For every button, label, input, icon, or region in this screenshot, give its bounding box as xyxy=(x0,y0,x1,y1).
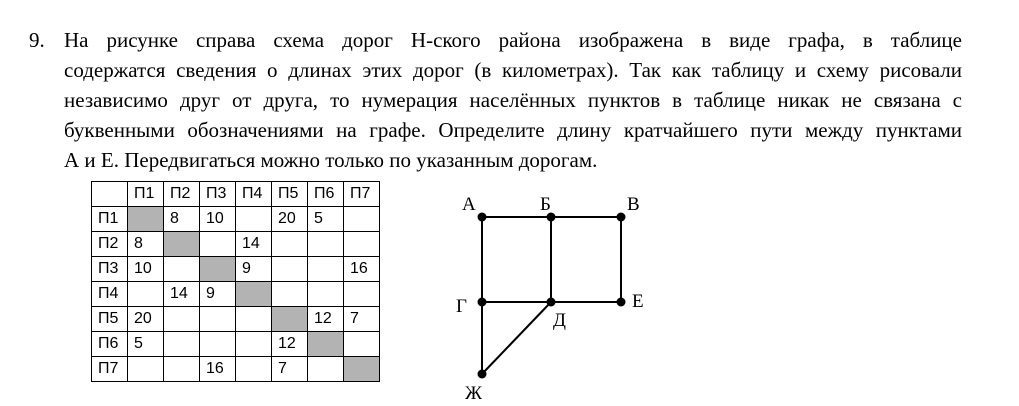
table-cell xyxy=(344,232,380,257)
table-cell xyxy=(200,232,236,257)
table-cell xyxy=(200,307,236,332)
table-cell: 10 xyxy=(128,257,164,282)
row-header: П6 xyxy=(92,332,128,357)
table-cell: 9 xyxy=(200,282,236,307)
table-cell: 20 xyxy=(128,307,164,332)
vertex-label: Е xyxy=(632,291,644,312)
table-cell: 12 xyxy=(272,332,308,357)
table-row xyxy=(92,207,380,232)
table-cell: 7 xyxy=(272,357,308,382)
task-line-4: буквенными обозначениями на графе. Определите длину кратчайшего пути между пунктами xyxy=(64,118,962,142)
row-header: П7 xyxy=(92,357,128,382)
table-cell: 14 xyxy=(164,282,200,307)
task-line-1: На рисунке справа схема дорог Н-ского района изображена в виде графа, в таблице xyxy=(64,28,962,52)
table-corner-cell xyxy=(92,182,128,207)
road-graph xyxy=(440,185,670,405)
distance-table xyxy=(91,181,380,382)
table-cell xyxy=(272,232,308,257)
vertex-label: Ж xyxy=(465,383,483,404)
diagonal-cell xyxy=(164,232,200,257)
table-cell: 5 xyxy=(308,207,344,232)
row-header: П5 xyxy=(92,307,128,332)
table-row xyxy=(92,282,380,307)
table-cell xyxy=(236,332,272,357)
vertex-dot xyxy=(478,298,487,307)
table-cell: 16 xyxy=(344,257,380,282)
column-header: П3 xyxy=(200,182,236,207)
column-header: П1 xyxy=(128,182,164,207)
column-header: П2 xyxy=(164,182,200,207)
table-row xyxy=(92,332,380,357)
table-row xyxy=(92,357,380,382)
column-header: П7 xyxy=(344,182,380,207)
vertex-dot xyxy=(617,213,626,222)
table-cell xyxy=(344,332,380,357)
table-cell: 7 xyxy=(344,307,380,332)
task-number: 9. xyxy=(29,28,45,52)
column-header: П5 xyxy=(272,182,308,207)
table-cell xyxy=(200,332,236,357)
road-edge xyxy=(482,302,551,374)
table-cell xyxy=(236,357,272,382)
column-header: П6 xyxy=(308,182,344,207)
table-row xyxy=(92,232,380,257)
table-cell xyxy=(344,282,380,307)
table-cell: 8 xyxy=(128,232,164,257)
table-cell: 10 xyxy=(200,207,236,232)
table-cell xyxy=(308,232,344,257)
table-cell: 20 xyxy=(272,207,308,232)
diagonal-cell xyxy=(308,332,344,357)
table-cell xyxy=(164,307,200,332)
row-header: П2 xyxy=(92,232,128,257)
vertex-dot xyxy=(478,370,487,379)
table-cell xyxy=(164,332,200,357)
vertex-label: Б xyxy=(540,194,551,215)
table-cell: 12 xyxy=(308,307,344,332)
table-cell: 8 xyxy=(164,207,200,232)
table-cell: 5 xyxy=(128,332,164,357)
table-cell: 9 xyxy=(236,257,272,282)
table-cell xyxy=(164,257,200,282)
table-cell xyxy=(344,207,380,232)
vertex-dot xyxy=(617,298,626,307)
vertex-label: В xyxy=(627,194,640,215)
diagonal-cell xyxy=(200,257,236,282)
row-header: П4 xyxy=(92,282,128,307)
table-cell xyxy=(236,307,272,332)
vertex-dot xyxy=(478,213,487,222)
vertex-dot xyxy=(547,298,556,307)
vertex-label: Д xyxy=(553,310,566,331)
vertex-label: А xyxy=(462,194,476,215)
diagonal-cell xyxy=(344,357,380,382)
row-header: П3 xyxy=(92,257,128,282)
table-cell: 14 xyxy=(236,232,272,257)
table-cell xyxy=(308,357,344,382)
table-cell xyxy=(308,257,344,282)
table-cell xyxy=(272,257,308,282)
task-line-5: А и Е. Передвигаться можно только по указанным дорогам. xyxy=(64,148,598,172)
table-header-row xyxy=(92,182,380,207)
vertex-label: Г xyxy=(456,296,467,317)
task-line-2: содержатся сведения о длинах этих дорог (в километрах). Так как таблицу и схему рисовали xyxy=(64,58,962,82)
table-cell xyxy=(308,282,344,307)
diagonal-cell xyxy=(128,207,164,232)
table-cell xyxy=(272,282,308,307)
table-row xyxy=(92,307,380,332)
task-statement xyxy=(64,25,962,175)
column-header: П4 xyxy=(236,182,272,207)
table-cell xyxy=(164,357,200,382)
table-cell xyxy=(128,282,164,307)
diagonal-cell xyxy=(272,307,308,332)
table-cell xyxy=(236,207,272,232)
diagonal-cell xyxy=(236,282,272,307)
table-cell: 16 xyxy=(200,357,236,382)
table-row xyxy=(92,257,380,282)
task-line-3: независимо друг от друга, то нумерация населённых пунктов в таблице никак не связана с xyxy=(64,88,962,112)
table-cell xyxy=(128,357,164,382)
row-header: П1 xyxy=(92,207,128,232)
